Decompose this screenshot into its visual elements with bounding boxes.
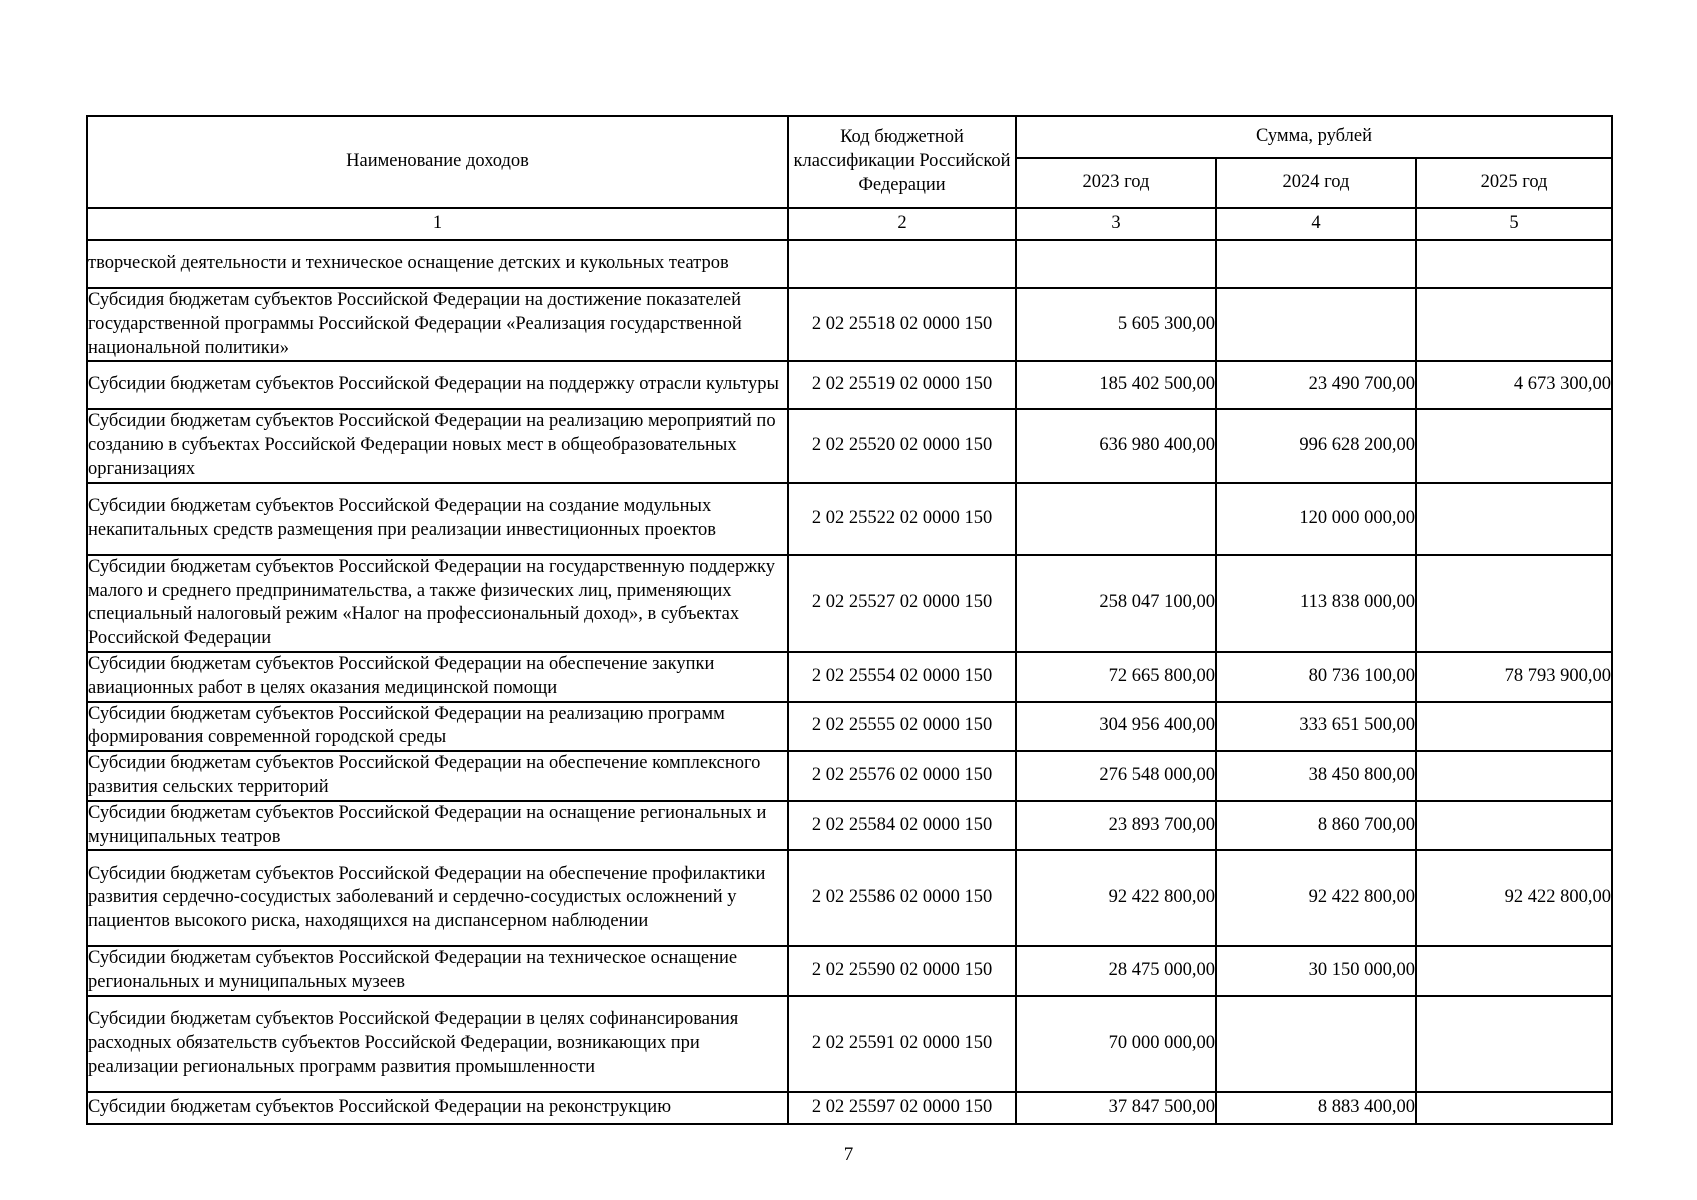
- budget-code-cell: 2 02 25576 02 0000 150: [788, 751, 1016, 801]
- amount-2024-cell: 23 490 700,00: [1216, 361, 1416, 409]
- amount-2024-cell: 8 883 400,00: [1216, 1092, 1416, 1124]
- table-row: [87, 483, 1612, 555]
- amount-2023-cell: 5 605 300,00: [1016, 288, 1216, 361]
- budget-code-cell: 2 02 25520 02 0000 150: [788, 409, 1016, 482]
- amount-2023-cell: 276 548 000,00: [1016, 751, 1216, 801]
- budget-code-cell: 2 02 25519 02 0000 150: [788, 361, 1016, 409]
- amount-2024-cell: [1216, 240, 1416, 288]
- amount-2024-cell: 333 651 500,00: [1216, 702, 1416, 752]
- amount-2025-cell: [1416, 288, 1612, 361]
- amount-2024-cell: 38 450 800,00: [1216, 751, 1416, 801]
- amount-2023-cell: 28 475 000,00: [1016, 946, 1216, 996]
- amount-2024-cell: 113 838 000,00: [1216, 555, 1416, 652]
- budget-code-cell: 2 02 25590 02 0000 150: [788, 946, 1016, 996]
- income-name-cell: Субсидии бюджетам субъектов Российской Федерации на обеспечение комплексного развития сельских территорий: [87, 751, 788, 801]
- amount-2023-cell: 636 980 400,00: [1016, 409, 1216, 482]
- amount-2024-cell: [1216, 288, 1416, 361]
- header-budget-code: Код бюджетной классификации Российской Федерации: [788, 116, 1016, 208]
- amount-2023-cell: [1016, 240, 1216, 288]
- income-name-cell: творческой деятельности и техническое оснащение детских и кукольных театров: [87, 240, 788, 288]
- amount-2025-cell: [1416, 483, 1612, 555]
- table-row: [87, 240, 1612, 288]
- table-row: [87, 751, 1612, 801]
- income-name-cell: Субсидии бюджетам субъектов Российской Федерации на реализацию программ формирования современной городской среды: [87, 702, 788, 752]
- amount-2024-cell: 996 628 200,00: [1216, 409, 1416, 482]
- amount-2023-cell: [1016, 483, 1216, 555]
- amount-2025-cell: [1416, 801, 1612, 851]
- revenue-table: [86, 115, 1613, 1125]
- amount-2025-cell: [1416, 996, 1612, 1092]
- income-name-cell: Субсидии бюджетам субъектов Российской Федерации на оснащение региональных и муниципальных театров: [87, 801, 788, 851]
- income-name-cell: Субсидия бюджетам субъектов Российской Федерации на достижение показателей государственной программы Российской Федерации «Реализация государственной национальной политики»: [87, 288, 788, 361]
- amount-2025-cell: [1416, 946, 1612, 996]
- amount-2025-cell: [1416, 702, 1612, 752]
- budget-code-cell: 2 02 25522 02 0000 150: [788, 483, 1016, 555]
- table-row: [87, 409, 1612, 482]
- column-number-3: 3: [1016, 208, 1216, 240]
- amount-2025-cell: [1416, 1092, 1612, 1124]
- amount-2024-cell: 120 000 000,00: [1216, 483, 1416, 555]
- header-year-2023: 2023 год: [1016, 158, 1216, 208]
- amount-2024-cell: 30 150 000,00: [1216, 946, 1416, 996]
- amount-2023-cell: 70 000 000,00: [1016, 996, 1216, 1092]
- income-name-cell: Субсидии бюджетам субъектов Российской Федерации на государственную поддержку малого и среднего предпринимательства, а также физических лиц, применяющих специальный налоговый режим «Налог на профессиональный доход», в субъектах Российской Федерации: [87, 555, 788, 652]
- table-row: [87, 702, 1612, 752]
- amount-2025-cell: [1416, 555, 1612, 652]
- budget-code-cell: 2 02 25555 02 0000 150: [788, 702, 1016, 752]
- amount-2023-cell: 185 402 500,00: [1016, 361, 1216, 409]
- budget-code-cell: 2 02 25527 02 0000 150: [788, 555, 1016, 652]
- amount-2023-cell: 37 847 500,00: [1016, 1092, 1216, 1124]
- amount-2025-cell: [1416, 409, 1612, 482]
- amount-2025-cell: [1416, 240, 1612, 288]
- table-row: [87, 850, 1612, 946]
- budget-code-cell: 2 02 25597 02 0000 150: [788, 1092, 1016, 1124]
- budget-code-cell: 2 02 25591 02 0000 150: [788, 996, 1016, 1092]
- amount-2024-cell: [1216, 996, 1416, 1092]
- amount-2023-cell: 258 047 100,00: [1016, 555, 1216, 652]
- budget-code-cell: 2 02 25518 02 0000 150: [788, 288, 1016, 361]
- table-row: [87, 996, 1612, 1092]
- amount-2024-cell: 92 422 800,00: [1216, 850, 1416, 946]
- table-row: [87, 555, 1612, 652]
- header-sum: Сумма, рублей: [1016, 116, 1612, 158]
- table-row: [87, 652, 1612, 702]
- table-row: [87, 801, 1612, 851]
- amount-2023-cell: 72 665 800,00: [1016, 652, 1216, 702]
- income-name-cell: Субсидии бюджетам субъектов Российской Федерации на обеспечение профилактики развития сердечно-сосудистых заболеваний и сердечно-сосудистых осложнений у пациентов высокого риска, находящихся на диспансерном наблюдении: [87, 850, 788, 946]
- page-number: 7: [843, 1144, 854, 1165]
- amount-2023-cell: 92 422 800,00: [1016, 850, 1216, 946]
- header-year-2025: 2025 год: [1416, 158, 1612, 208]
- income-name-cell: Субсидии бюджетам субъектов Российской Федерации на техническое оснащение региональных и муниципальных музеев: [87, 946, 788, 996]
- table-row: [87, 361, 1612, 409]
- header-year-2024: 2024 год: [1216, 158, 1416, 208]
- amount-2024-cell: 8 860 700,00: [1216, 801, 1416, 851]
- income-name-cell: Субсидии бюджетам субъектов Российской Федерации на поддержку отрасли культуры: [87, 361, 788, 409]
- income-name-cell: Субсидии бюджетам субъектов Российской Федерации на создание модульных некапитальных средств размещения при реализации инвестиционных проектов: [87, 483, 788, 555]
- table-row: [87, 1092, 1612, 1124]
- budget-code-cell: [788, 240, 1016, 288]
- amount-2024-cell: 80 736 100,00: [1216, 652, 1416, 702]
- budget-code-cell: 2 02 25554 02 0000 150: [788, 652, 1016, 702]
- income-name-cell: Субсидии бюджетам субъектов Российской Федерации на обеспечение закупки авиационных работ в целях оказания медицинской помощи: [87, 652, 788, 702]
- table-body: [87, 240, 1612, 1124]
- header-income-name: Наименование доходов: [87, 116, 788, 208]
- amount-2025-cell: 78 793 900,00: [1416, 652, 1612, 702]
- column-number-5: 5: [1416, 208, 1612, 240]
- budget-code-cell: 2 02 25586 02 0000 150: [788, 850, 1016, 946]
- table-row: [87, 288, 1612, 361]
- income-name-cell: Субсидии бюджетам субъектов Российской Федерации на реконструкцию: [87, 1092, 788, 1124]
- budget-code-cell: 2 02 25584 02 0000 150: [788, 801, 1016, 851]
- income-name-cell: Субсидии бюджетам субъектов Российской Федерации на реализацию мероприятий по созданию в субъектах Российской Федерации новых мест в общеобразовательных организациях: [87, 409, 788, 482]
- column-number-2: 2: [788, 208, 1016, 240]
- amount-2023-cell: 23 893 700,00: [1016, 801, 1216, 851]
- table-row: [87, 946, 1612, 996]
- amount-2025-cell: 4 673 300,00: [1416, 361, 1612, 409]
- amount-2025-cell: [1416, 751, 1612, 801]
- amount-2023-cell: 304 956 400,00: [1016, 702, 1216, 752]
- income-name-cell: Субсидии бюджетам субъектов Российской Федерации в целях софинансирования расходных обязательств субъектов Российской Федерации, возникающих при реализации региональных программ развития промышленности: [87, 996, 788, 1092]
- column-number-1: 1: [87, 208, 788, 240]
- column-number-4: 4: [1216, 208, 1416, 240]
- amount-2025-cell: 92 422 800,00: [1416, 850, 1612, 946]
